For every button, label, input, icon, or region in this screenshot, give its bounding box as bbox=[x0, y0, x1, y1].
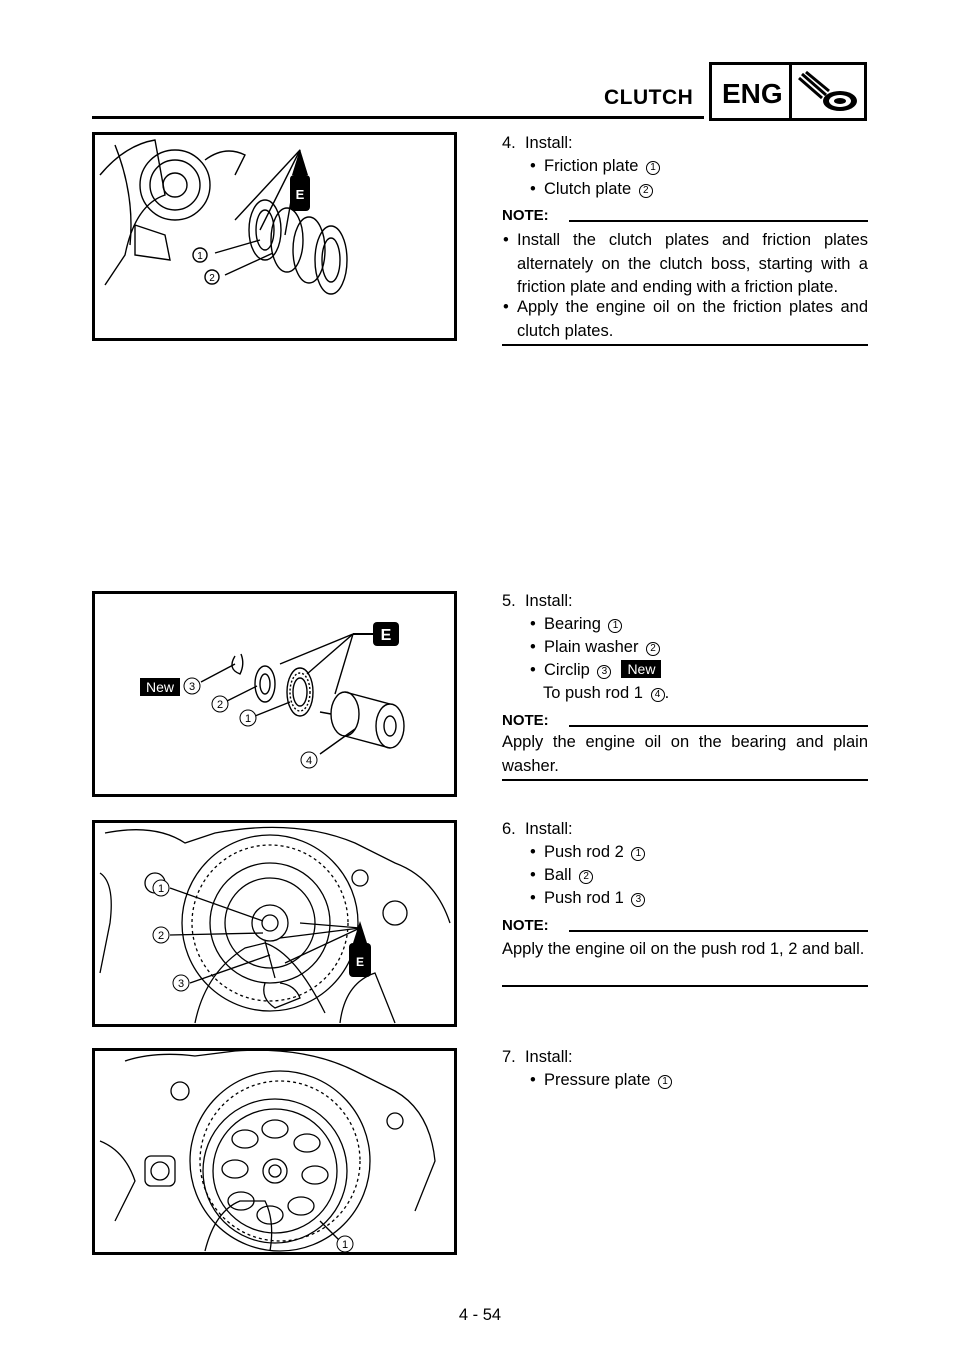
step-5-heading: 5. Install: bbox=[502, 592, 573, 610]
callout-3: 3 bbox=[188, 681, 196, 693]
step-7-heading: 7. Install: bbox=[502, 1048, 573, 1066]
callout-2: 2 bbox=[157, 930, 165, 942]
ref-number: 3 bbox=[631, 893, 645, 907]
callout-3: 3 bbox=[177, 978, 185, 990]
list-item: • Push rod 2 1 bbox=[530, 841, 645, 865]
engine-wrench-icon bbox=[796, 69, 862, 115]
ref-number: 3 bbox=[597, 665, 611, 679]
note-text: Apply the engine oil on the bearing and plain washer. bbox=[502, 733, 868, 775]
ref-number: 1 bbox=[646, 161, 660, 175]
new-tag: New bbox=[621, 660, 661, 678]
section-title: CLUTCH bbox=[604, 86, 694, 109]
list-item: • Bearing 1 bbox=[530, 613, 622, 637]
ref-number: 1 bbox=[658, 1075, 672, 1089]
note-label: NOTE: bbox=[502, 207, 549, 224]
callout-1: 1 bbox=[157, 883, 165, 895]
note-end-rule bbox=[502, 344, 868, 346]
step-4-heading: 4. Install: bbox=[502, 134, 573, 152]
list-item: • Friction plate 1 bbox=[530, 155, 660, 179]
header-rule bbox=[92, 116, 704, 119]
lube-mark-e: E bbox=[295, 187, 305, 202]
ref-number: 2 bbox=[579, 870, 593, 884]
callout-1: 1 bbox=[341, 1239, 349, 1251]
note-label: NOTE: bbox=[502, 917, 549, 934]
note-bullet: • Apply the engine oil on the friction plates and clutch plates. bbox=[503, 298, 868, 340]
figure-pressure-plate bbox=[92, 1048, 457, 1255]
note-rule bbox=[569, 725, 868, 727]
new-tag: New bbox=[145, 679, 175, 695]
callout-1: 1 bbox=[244, 713, 252, 725]
list-item: • Plain washer 2 bbox=[530, 636, 660, 660]
section-badge bbox=[709, 62, 867, 121]
ref-number: 2 bbox=[639, 184, 653, 198]
callout-2: 2 bbox=[216, 699, 224, 711]
ref-number: 4 bbox=[651, 688, 665, 702]
sub-line: To push rod 1 4 . bbox=[543, 684, 670, 702]
list-item: • Pressure plate 1 bbox=[530, 1069, 672, 1093]
ref-number: 2 bbox=[646, 642, 660, 656]
note-rule bbox=[569, 220, 868, 222]
pressure-plate-holes bbox=[222, 1120, 328, 1224]
badge-divider bbox=[789, 65, 792, 118]
note-rule bbox=[569, 930, 868, 932]
ref-number: 1 bbox=[608, 619, 622, 633]
note-bullet: • Install the clutch plates and friction plates alternately on the clutch boss, starting with a friction plate and ending with a friction plate. bbox=[503, 231, 868, 296]
note-end-rule bbox=[502, 985, 868, 987]
list-item: • Push rod 1 3 bbox=[530, 887, 645, 911]
figure-friction-plates bbox=[92, 132, 457, 341]
list-item: • Clutch plate 2 bbox=[530, 178, 653, 202]
callout-1: 1 bbox=[197, 251, 203, 262]
list-item: • Ball 2 bbox=[530, 864, 593, 888]
page-number: 4 - 54 bbox=[458, 1306, 502, 1324]
note-end-rule bbox=[502, 779, 868, 781]
figure-push-rods bbox=[92, 820, 457, 1027]
list-item: • Circlip 3 New bbox=[530, 659, 661, 683]
callout-2: 2 bbox=[209, 273, 215, 284]
badge-label: ENG bbox=[722, 78, 783, 109]
lube-mark-e: E bbox=[355, 955, 365, 969]
note-text: Apply the engine oil on the push rod 1, 2 and ball. bbox=[502, 940, 865, 958]
note-label: NOTE: bbox=[502, 712, 549, 729]
ref-number: 1 bbox=[631, 847, 645, 861]
step-6-heading: 6. Install: bbox=[502, 820, 573, 838]
lube-mark-e: E bbox=[380, 627, 392, 644]
callout-4: 4 bbox=[305, 755, 313, 767]
figure-bearing-washer bbox=[92, 591, 457, 797]
